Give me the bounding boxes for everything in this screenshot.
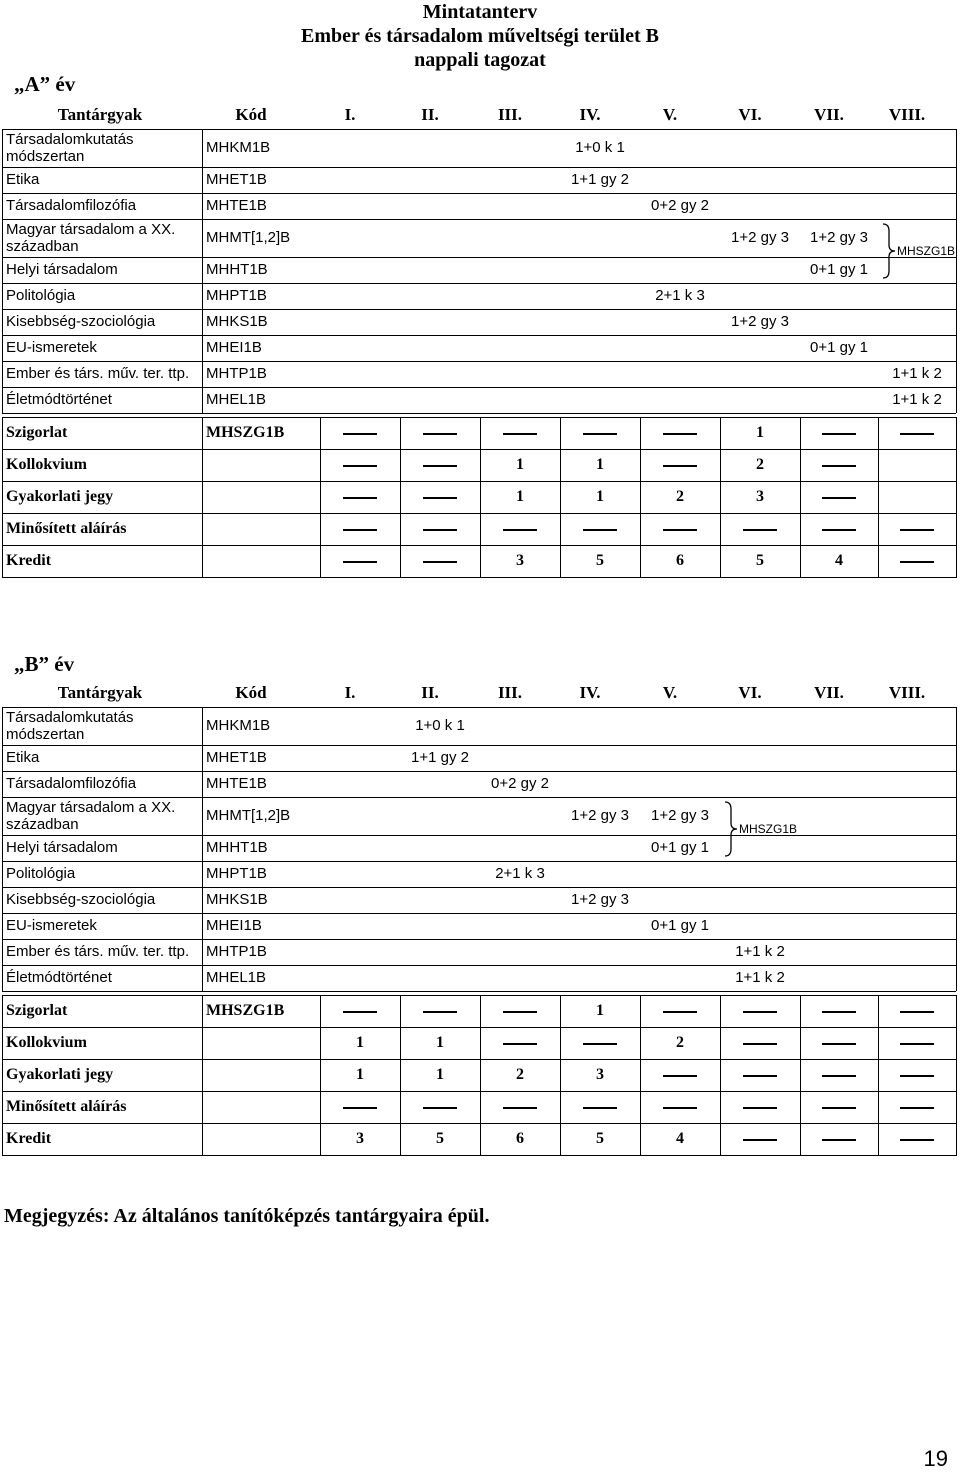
year-b-subject-name: Etika (6, 749, 40, 766)
year-a-summary-code: MHSZG1B (206, 424, 285, 441)
year-a-empty-dash (503, 433, 537, 435)
year-a-col-header: Kód (235, 105, 267, 124)
year-b-subject-name: Magyar társadalom a XX. században (6, 799, 176, 833)
year-a-summary-value: 6 (676, 552, 684, 569)
year-b-col-divider (202, 995, 203, 1156)
year-a-summary-label: Kollokvium (6, 456, 87, 473)
year-b-subject-code: MHPT1B (206, 865, 267, 882)
year-b-col-divider (2, 707, 3, 991)
year-a-empty-dash (822, 433, 856, 435)
year-a-empty-dash (743, 529, 777, 531)
year-b-col-divider (720, 995, 721, 1156)
year-b-semester-value: 1+1 gy 2 (411, 749, 469, 766)
year-a-col-divider (202, 129, 203, 413)
year-a-summary-value: 5 (756, 552, 764, 569)
year-b-subject-code: MHKS1B (206, 891, 268, 908)
year-b-empty-dash (822, 1075, 856, 1077)
year-a-summary-label: Kredit (6, 552, 52, 569)
year-b-col-divider (202, 707, 203, 991)
year-a-summary-label: Minősített aláírás (6, 520, 127, 537)
year-b-empty-dash (900, 1011, 934, 1013)
year-a-col-divider (320, 417, 321, 578)
year-a-summary-label: Szigorlat (6, 424, 68, 441)
year-b-subject-code: MHHT1B (206, 839, 268, 856)
year-a-row-divider (2, 413, 956, 414)
year-b-empty-dash (423, 1107, 457, 1109)
year-a-subject-name: Társadalomfilozófia (6, 197, 137, 214)
year-a-col-header: I. (344, 105, 356, 124)
year-a-col-header: VIII. (888, 105, 926, 124)
year-a-col-divider (2, 417, 3, 578)
year-b-subject-code: MHEI1B (206, 917, 262, 934)
year-a-empty-dash (423, 433, 457, 435)
year-a-subject-code: MHEL1B (206, 391, 267, 408)
year-a-col-divider (400, 417, 401, 578)
year-b-row-divider (2, 707, 956, 708)
year-b-subject-name: EU-ismeretek (6, 917, 97, 934)
year-a-summary-value: 1 (596, 456, 604, 473)
year-b-summary-value: 1 (436, 1034, 444, 1051)
year-b-semester-value: 1+0 k 1 (415, 717, 465, 734)
year-b-subject-code: MHKM1B (206, 717, 271, 734)
year-a-summary-value: 4 (835, 552, 843, 569)
year-a-col-divider (800, 417, 801, 578)
year-b-subject-code: MHEL1B (206, 969, 267, 986)
year-b-col-divider (2, 995, 3, 1156)
year-b-brace-icon (724, 801, 740, 857)
year-b-subject-code: MHMT[1,2]B (206, 807, 291, 824)
year-b-subject-name: Politológia (6, 865, 76, 882)
year-a-summary-value: 5 (596, 552, 604, 569)
year-a-subject-name: Kisebbség-szociológia (6, 313, 156, 330)
year-a-empty-dash (583, 433, 617, 435)
year-b-semester-value: 2+1 k 3 (495, 865, 545, 882)
year-a-semester-value: 0+1 gy 1 (810, 339, 868, 356)
year-a-subject-name: Helyi társadalom (6, 261, 118, 278)
year-b-summary-divider (2, 995, 956, 996)
year-a-empty-dash (343, 529, 377, 531)
year-b-col-header: V. (662, 683, 678, 702)
year-b-summary-value: 1 (596, 1002, 604, 1019)
year-b-empty-dash (663, 1107, 697, 1109)
year-a-summary-label: Gyakorlati jegy (6, 488, 114, 505)
year-a-col-divider (878, 417, 879, 578)
year-b-row-divider (2, 965, 956, 966)
year-a-row-divider (2, 387, 956, 388)
year-a-col-divider (640, 417, 641, 578)
year-a-summary-divider (2, 481, 956, 482)
year-b-empty-dash (423, 1011, 457, 1013)
year-b-col-divider (480, 995, 481, 1156)
year-b-col-header: IV. (579, 683, 601, 702)
year-b-row-divider (2, 939, 956, 940)
year-a-empty-dash (503, 529, 537, 531)
year-b-col-divider (800, 995, 801, 1156)
year-b-col-header: III. (497, 683, 523, 702)
year-a-subject-code: MHKM1B (206, 139, 271, 156)
year-b-empty-dash (900, 1075, 934, 1077)
year-a-col-divider (2, 129, 3, 413)
year-a-empty-dash (343, 465, 377, 467)
year-a-row-divider (2, 167, 956, 168)
year-b-semester-value: 1+1 k 2 (735, 969, 785, 986)
year-a-semester-value: 0+2 gy 2 (651, 197, 709, 214)
year-a-col-divider (202, 417, 203, 578)
year-b-col-header: VII. (814, 683, 844, 702)
year-a-empty-dash (423, 529, 457, 531)
year-a-summary-divider (2, 577, 956, 578)
year-a-row-divider (2, 283, 956, 284)
year-a-row-divider (2, 193, 956, 194)
year-b-summary-divider (2, 1155, 956, 1156)
year-b-subject-name: Életmódtörténet (6, 969, 112, 986)
year-a-summary-divider (2, 449, 956, 450)
year-a-row-divider (2, 129, 956, 130)
year-b-empty-dash (822, 1107, 856, 1109)
year-b-row-divider (2, 913, 956, 914)
year-b-subject-code: MHTP1B (206, 943, 267, 960)
year-a-brace-icon (882, 223, 898, 279)
year-a-subject-name: Politológia (6, 287, 76, 304)
year-b-subject-name: Társadalomkutatás módszertan (6, 709, 134, 743)
year-b-summary-value: 5 (436, 1130, 444, 1147)
document-subtitle-2: nappali tagozat (414, 49, 546, 71)
year-a-subject-name: Ember és társ. műv. ter. ttp. (6, 365, 190, 382)
year-a-empty-dash (423, 561, 457, 563)
year-a-row-divider (2, 219, 956, 220)
year-a-col-header: III. (497, 105, 523, 124)
year-b-row-divider (2, 745, 956, 746)
year-b-empty-dash (822, 1011, 856, 1013)
year-a-empty-dash (822, 497, 856, 499)
year-b-row-divider (2, 835, 956, 836)
year-b-col-divider (956, 995, 957, 1156)
year-a-subject-code: MHHT1B (206, 261, 268, 278)
year-a-semester-value: 1+1 gy 2 (571, 171, 629, 188)
year-a-summary-value: 1 (516, 456, 524, 473)
year-a-semester-value: 0+1 gy 1 (810, 261, 868, 278)
year-b-row-divider (2, 991, 956, 992)
year-a-semester-value: 1+2 gy 3 (731, 313, 789, 330)
year-a-col-header: II. (421, 105, 439, 124)
year-b-empty-dash (663, 1011, 697, 1013)
year-b-row-divider (2, 861, 956, 862)
year-b-heading: „B” év (14, 652, 75, 676)
year-a-heading: „A” év (14, 72, 76, 96)
year-a-empty-dash (900, 529, 934, 531)
year-b-subject-code: MHTE1B (206, 775, 267, 792)
year-b-summary-value: 5 (596, 1130, 604, 1147)
year-b-semester-value: 1+2 gy 3 (651, 807, 709, 824)
year-b-semester-value: 0+1 gy 1 (651, 917, 709, 934)
year-a-empty-dash (822, 465, 856, 467)
year-b-col-header: Kód (235, 683, 267, 702)
year-a-subject-name: Etika (6, 171, 40, 188)
year-a-row-divider (2, 335, 956, 336)
year-a-subject-name: Életmódtörténet (6, 391, 112, 408)
document-subtitle: Ember és társadalom műveltségi terület B (301, 25, 659, 47)
year-b-col-divider (640, 995, 641, 1156)
year-b-brace-label: MHSZG1B (739, 822, 798, 836)
year-b-empty-dash (583, 1043, 617, 1045)
document-title: Mintatanterv (422, 1, 538, 23)
year-a-empty-dash (343, 561, 377, 563)
year-a-col-divider (956, 417, 957, 578)
year-a-subject-code: MHKS1B (206, 313, 268, 330)
year-a-summary-value: 1 (756, 424, 764, 441)
year-a-row-divider (2, 257, 956, 258)
year-b-summary-code: MHSZG1B (206, 1002, 285, 1019)
year-b-row-divider (2, 771, 956, 772)
year-b-subject-name: Ember és társ. műv. ter. ttp. (6, 943, 190, 960)
page-number: 19 (923, 1446, 948, 1471)
year-b-empty-dash (822, 1139, 856, 1141)
year-b-empty-dash (743, 1107, 777, 1109)
year-a-semester-value: 1+2 gy 3 (810, 229, 868, 246)
year-a-empty-dash (343, 433, 377, 435)
year-a-subject-code: MHEI1B (206, 339, 262, 356)
year-b-col-divider (560, 995, 561, 1156)
year-b-summary-label: Minősített aláírás (6, 1098, 127, 1115)
year-a-semester-value: 1+1 k 2 (892, 391, 942, 408)
year-a-semester-value: 2+1 k 3 (655, 287, 705, 304)
year-a-row-divider (2, 309, 956, 310)
year-b-empty-dash (503, 1011, 537, 1013)
year-b-subject-name: Kisebbség-szociológia (6, 891, 156, 908)
footnote: Megjegyzés: Az általános tanítóképzés tantárgyaira épül. (4, 1205, 490, 1227)
year-b-empty-dash (743, 1075, 777, 1077)
year-a-brace-label: MHSZG1B (897, 244, 956, 258)
year-b-summary-value: 4 (676, 1130, 684, 1147)
year-b-row-divider (2, 797, 956, 798)
year-a-summary-divider (2, 513, 956, 514)
year-b-summary-value: 2 (676, 1034, 684, 1051)
year-b-empty-dash (343, 1107, 377, 1109)
year-b-semester-value: 1+2 gy 3 (571, 807, 629, 824)
year-b-col-header: II. (421, 683, 439, 702)
year-b-empty-dash (663, 1075, 697, 1077)
year-b-col-divider (400, 995, 401, 1156)
year-b-summary-divider (2, 1091, 956, 1092)
year-a-empty-dash (663, 465, 697, 467)
year-a-subject-code: MHMT[1,2]B (206, 229, 291, 246)
year-b-semester-value: 1+1 k 2 (735, 943, 785, 960)
year-b-summary-label: Kollokvium (6, 1034, 87, 1051)
year-a-col-header: VI. (738, 105, 762, 124)
year-b-col-header: I. (344, 683, 356, 702)
year-a-summary-value: 1 (596, 488, 604, 505)
year-a-summary-value: 3 (516, 552, 524, 569)
year-b-empty-dash (503, 1107, 537, 1109)
year-b-empty-dash (743, 1043, 777, 1045)
year-a-summary-divider (2, 417, 956, 418)
year-a-subject-code: MHET1B (206, 171, 267, 188)
year-a-empty-dash (663, 529, 697, 531)
year-b-summary-value: 2 (516, 1066, 524, 1083)
year-a-empty-dash (583, 529, 617, 531)
year-a-empty-dash (423, 497, 457, 499)
year-a-subject-name: Társadalomkutatás módszertan (6, 131, 134, 165)
year-a-col-divider (720, 417, 721, 578)
year-b-summary-value: 1 (356, 1066, 364, 1083)
year-a-empty-dash (343, 497, 377, 499)
year-b-col-header: Tantárgyak (57, 683, 143, 702)
year-a-semester-value: 1+1 k 2 (892, 365, 942, 382)
year-a-col-header: Tantárgyak (57, 105, 143, 124)
year-a-summary-value: 3 (756, 488, 764, 505)
year-b-empty-dash (822, 1043, 856, 1045)
year-b-semester-value: 1+2 gy 3 (571, 891, 629, 908)
year-b-col-divider (320, 995, 321, 1156)
year-b-empty-dash (743, 1011, 777, 1013)
year-b-empty-dash (900, 1107, 934, 1109)
year-a-col-divider (560, 417, 561, 578)
year-a-subject-code: MHTE1B (206, 197, 267, 214)
year-a-empty-dash (663, 433, 697, 435)
year-a-subject-code: MHTP1B (206, 365, 267, 382)
year-b-empty-dash (743, 1139, 777, 1141)
year-b-empty-dash (503, 1043, 537, 1045)
year-b-summary-value: 3 (356, 1130, 364, 1147)
year-b-semester-value: 0+1 gy 1 (651, 839, 709, 856)
year-a-col-header: VII. (814, 105, 844, 124)
year-b-col-header: VIII. (888, 683, 926, 702)
year-b-row-divider (2, 887, 956, 888)
year-b-empty-dash (900, 1139, 934, 1141)
year-b-empty-dash (900, 1043, 934, 1045)
year-a-subject-code: MHPT1B (206, 287, 267, 304)
year-a-subject-name: EU-ismeretek (6, 339, 97, 356)
year-a-col-divider (956, 129, 957, 413)
year-a-empty-dash (822, 529, 856, 531)
year-a-semester-value: 1+0 k 1 (575, 139, 625, 156)
year-b-col-divider (878, 995, 879, 1156)
year-a-empty-dash (423, 465, 457, 467)
year-b-col-header: VI. (738, 683, 762, 702)
year-a-empty-dash (900, 561, 934, 563)
year-b-summary-label: Szigorlat (6, 1002, 68, 1019)
year-b-summary-label: Kredit (6, 1130, 52, 1147)
year-a-col-header: V. (662, 105, 678, 124)
year-a-empty-dash (900, 433, 934, 435)
year-b-col-divider (956, 707, 957, 991)
year-a-semester-value: 1+2 gy 3 (731, 229, 789, 246)
year-b-summary-value: 1 (436, 1066, 444, 1083)
year-a-col-divider (480, 417, 481, 578)
year-b-summary-label: Gyakorlati jegy (6, 1066, 114, 1083)
year-b-subject-name: Társadalomfilozófia (6, 775, 137, 792)
year-b-semester-value: 0+2 gy 2 (491, 775, 549, 792)
year-b-summary-value: 6 (516, 1130, 524, 1147)
year-a-row-divider (2, 361, 956, 362)
year-b-empty-dash (343, 1011, 377, 1013)
year-a-summary-value: 1 (516, 488, 524, 505)
year-a-subject-name: Magyar társadalom a XX. században (6, 221, 176, 255)
year-b-summary-value: 3 (596, 1066, 604, 1083)
year-a-col-header: IV. (579, 105, 601, 124)
year-a-summary-value: 2 (756, 456, 764, 473)
year-b-summary-value: 1 (356, 1034, 364, 1051)
year-b-subject-name: Helyi társadalom (6, 839, 118, 856)
year-b-empty-dash (583, 1107, 617, 1109)
year-b-subject-code: MHET1B (206, 749, 267, 766)
year-a-summary-value: 2 (676, 488, 684, 505)
